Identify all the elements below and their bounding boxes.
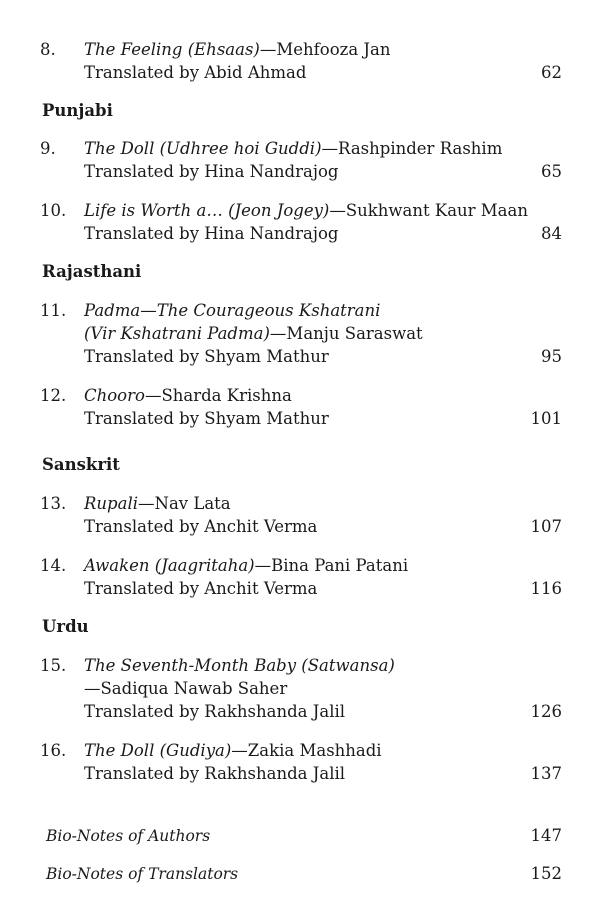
story-title: The Doll (Udhree hoi Guddi) (84, 139, 322, 158)
entry-title-line (84, 201, 528, 221)
story-author: —Sadiqua Nawab Saher (84, 679, 288, 698)
story-author: —Sharda Krishna (144, 386, 292, 405)
translator-credit: Translated by Rakhshanda Jalil (84, 702, 346, 721)
translator-credit: Translated by Rakhshanda Jalil (84, 764, 346, 783)
translator-credit: Translated by Hina Nandrajog (84, 224, 339, 243)
story-author: —Sukhwant Kaur Maan (329, 201, 528, 220)
page-number: 101 (530, 409, 562, 428)
entry-title-line (84, 556, 408, 576)
story-author: —Rashpinder Rashim (321, 139, 503, 158)
entry-number: 8. (40, 40, 56, 59)
entry-title-line (84, 386, 292, 406)
story-title-cont: (Vir Kshatrani Padma) (84, 324, 270, 343)
story-author: —Zakia Mashhadi (231, 741, 382, 760)
entry-number: 14. (40, 556, 67, 575)
story-title: Chooro (84, 386, 145, 405)
entry-number: 9. (40, 139, 56, 158)
page-number: 95 (541, 347, 562, 366)
story-title: The Doll (Gudiya) (84, 741, 232, 760)
page-number: 62 (541, 63, 562, 82)
story-author: —Nav Lata (138, 494, 231, 513)
entry-title-line (84, 741, 382, 761)
page-number: 65 (541, 162, 562, 181)
entry-number: 12. (40, 386, 67, 405)
story-title: The Seventh-Month Baby (Satwansa) (84, 656, 395, 675)
page-number: 126 (530, 702, 562, 721)
page-number: 137 (530, 764, 562, 783)
entry-title-line (84, 40, 391, 60)
translator-credit: Translated by Anchit Verma (84, 517, 318, 536)
entry-number: 16. (40, 741, 67, 760)
page-number: 107 (530, 517, 562, 536)
section-heading-rajasthani: Rajasthani (42, 262, 142, 281)
entry-number: 15. (40, 656, 67, 675)
translator-credit: Translated by Anchit Verma (84, 579, 318, 598)
backmatter-title: Bio-Notes of Translators (46, 865, 239, 883)
story-title: Life is Worth a… (Jeon Jogey) (84, 201, 330, 220)
translator-credit: Translated by Shyam Mathur (84, 347, 329, 366)
story-author: —Mehfooza Jan (259, 40, 391, 59)
page-number: 147 (530, 826, 562, 845)
page-number: 152 (530, 864, 562, 883)
page-number: 84 (541, 224, 562, 243)
translator-credit: Translated by Abid Ahmad (84, 63, 307, 82)
story-title: Padma—The Courageous Kshatrani (84, 301, 381, 320)
entry-title-line (84, 494, 231, 514)
story-title: Awaken (Jaagritaha) (84, 556, 255, 575)
backmatter-title: Bio-Notes of Authors (46, 827, 211, 845)
entry-number: 13. (40, 494, 67, 513)
entry-number: 11. (40, 301, 67, 320)
story-author: —Bina Pani Patani (254, 556, 409, 575)
entry-title-line-2 (84, 324, 423, 344)
entry-number: 10. (40, 201, 67, 220)
entry-title-line (84, 139, 502, 159)
section-heading-sanskrit: Sanskrit (42, 455, 120, 474)
entry-title-line (84, 656, 395, 676)
story-author: —Manju Saraswat (269, 324, 423, 343)
section-heading-urdu: Urdu (42, 617, 89, 636)
translator-credit: Translated by Shyam Mathur (84, 409, 329, 428)
story-title: Rupali (84, 494, 139, 513)
story-title: The Feeling (Ehsaas) (84, 40, 260, 59)
translator-credit: Translated by Hina Nandrajog (84, 162, 339, 181)
section-heading-punjabi: Punjabi (42, 101, 113, 120)
entry-title-line (84, 301, 380, 321)
page-number: 116 (530, 579, 562, 598)
